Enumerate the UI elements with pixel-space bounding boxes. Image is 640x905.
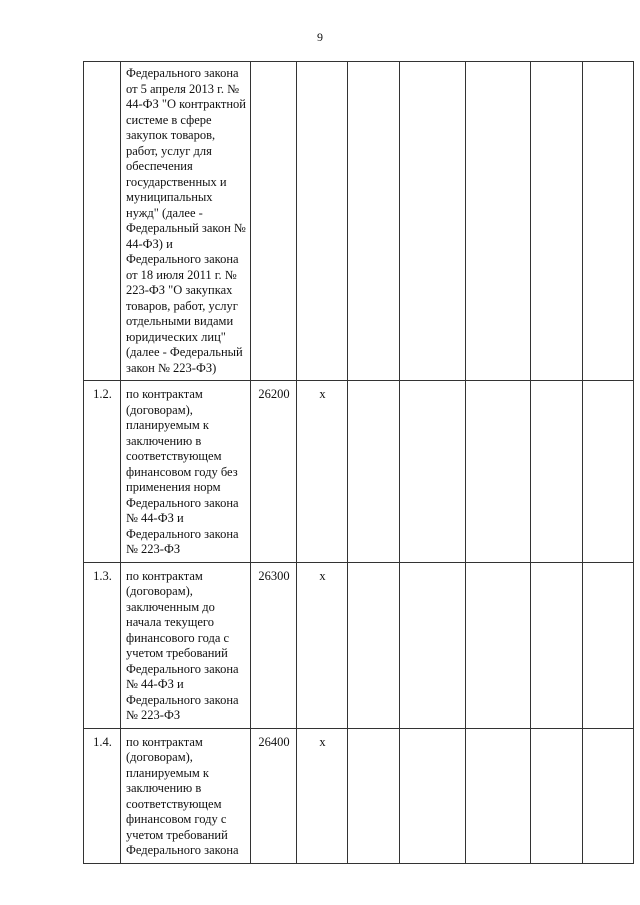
empty-cell	[400, 62, 466, 381]
table-row	[84, 381, 634, 563]
table-row	[84, 62, 634, 381]
row-number	[84, 62, 121, 381]
empty-cell	[400, 381, 466, 563]
empty-cell	[583, 381, 634, 563]
empty-cell	[531, 62, 583, 381]
report-table	[83, 61, 634, 864]
row-number: 1.2.	[84, 381, 121, 563]
empty-cell	[348, 562, 400, 728]
table-row	[84, 562, 634, 728]
empty-cell	[466, 728, 531, 863]
empty-cell	[466, 381, 531, 563]
page-number: 9	[317, 30, 323, 44]
empty-cell	[400, 728, 466, 863]
row-code: 26400	[251, 728, 297, 863]
empty-cell	[583, 62, 634, 381]
row-code: 26300	[251, 562, 297, 728]
row-description: Федерального закона от 5 апреля 2013 г. № 44-ФЗ "О контрактной системе в сфере закупок товаров, работ, услуг для обеспечения государственных и муниципальных нужд" (далее - Федеральный закон № 44-ФЗ) и Федерального закона от 18 июля 2011 г. № 223-ФЗ "О закупках товаров, работ, услуг отдельными видами юридических лиц" (далее - Федеральный закон № 223-ФЗ)	[121, 62, 251, 381]
empty-cell	[531, 381, 583, 563]
row-number: 1.4.	[84, 728, 121, 863]
empty-cell	[466, 562, 531, 728]
table-row	[84, 728, 634, 863]
row-code	[251, 62, 297, 381]
empty-cell	[348, 728, 400, 863]
row-code: 26200	[251, 381, 297, 563]
row-description: по контрактам (договорам), заключенным до начала текущего финансового года с учетом требований Федерального закона № 44-ФЗ и Федерального закона № 223-ФЗ	[121, 562, 251, 728]
empty-cell	[348, 381, 400, 563]
row-description: по контрактам (договорам), планируемым к заключению в соответствующем финансовом году с учетом требований Федерального закона	[121, 728, 251, 863]
row-number: 1.3.	[84, 562, 121, 728]
empty-cell	[583, 728, 634, 863]
empty-cell	[531, 728, 583, 863]
empty-cell	[583, 562, 634, 728]
row-description: по контрактам (договорам), планируемым к заключению в соответствующем финансовом году без применения норм Федерального закона № 44-ФЗ и Федерального закона № 223-ФЗ	[121, 381, 251, 563]
empty-cell	[466, 62, 531, 381]
empty-cell	[348, 62, 400, 381]
row-mark: x	[297, 728, 348, 863]
row-mark: x	[297, 562, 348, 728]
row-mark	[297, 62, 348, 381]
empty-cell	[400, 562, 466, 728]
row-mark: x	[297, 381, 348, 563]
empty-cell	[531, 562, 583, 728]
